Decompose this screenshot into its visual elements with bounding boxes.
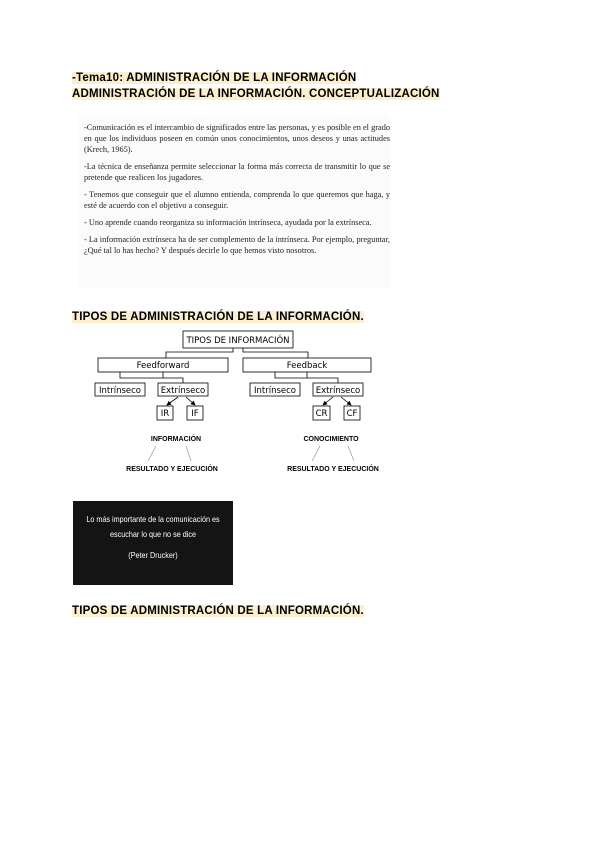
leaf-cr-label: CR <box>315 409 328 419</box>
left-intrinsic-label: Intrínseco <box>98 386 142 396</box>
knowledge-caption: CONOCIMIENTO <box>303 436 359 443</box>
arrow-cr <box>323 397 333 405</box>
connector-ff-children <box>120 372 183 383</box>
leaf-ir-label: IR <box>160 409 170 419</box>
knowledge-result: RESULTADO Y EJECUCIÓN <box>287 466 379 473</box>
right-extrinsic-label: Extrínseco <box>315 386 361 396</box>
information-result: RESULTADO Y EJECUCIÓN <box>126 466 218 473</box>
right-intrinsic-label: Intrínseco <box>253 386 297 396</box>
quote-author: (Peter Drucker) <box>128 550 178 560</box>
connector-fb-children <box>275 372 338 383</box>
arrow-cf <box>341 397 351 405</box>
paragraph-extrinsic-info: - La información extrínseca ha de ser complemento de la intrínseca. Por ejemplo, preguntar, ¿Qué tal lo has hecho? Y después decirle lo que hemos visto nosotros. <box>84 235 390 255</box>
arrow-ir <box>167 397 178 405</box>
root-label: TIPOS DE INFORMACIÓN <box>186 336 290 346</box>
document-title: -Tema10: ADMINISTRACIÓN DE LA INFORMACIÓN <box>72 72 357 84</box>
feedforward-label: Feedforward <box>136 361 190 371</box>
arrow-info-result-1 <box>148 446 156 461</box>
leaf-if-label: IF <box>191 409 199 419</box>
feedback-label: Feedback <box>286 361 328 371</box>
connector-root-right <box>243 348 308 358</box>
section-title-types-repeat: TIPOS DE ADMINISTRACIÓN DE LA INFORMACIÓN. <box>72 605 364 617</box>
quote-line-2: escuchar lo que no se dice <box>110 529 196 539</box>
quote-line-1: Lo más importante de la comunicación es <box>86 514 220 524</box>
document-subtitle: ADMINISTRACIÓN DE LA INFORMACIÓN. CONCEPTUALIZACIÓN <box>72 88 440 100</box>
information-types-diagram <box>86 328 386 478</box>
information-caption: INFORMACIÓN <box>150 436 202 443</box>
connector-root-left <box>166 348 233 358</box>
arrow-if <box>186 397 195 405</box>
arrow-know-result-2 <box>348 446 354 461</box>
paragraph-communication: -Comunicación es el intercambio de significados entre las personas, y es posible en el grado en que los individuos poseen en común unos conocimientos, unos deseos y unas actitudes (Krech, 1965). <box>84 123 390 154</box>
arrow-info-result-2 <box>186 446 191 461</box>
definition-text-box <box>78 116 390 288</box>
leaf-cf-label: CF <box>346 409 358 419</box>
section-title-types: TIPOS DE ADMINISTRACIÓN DE LA INFORMACIÓN. <box>72 311 364 323</box>
quote-card <box>73 501 233 585</box>
left-extrinsic-label: Extrínseco <box>160 386 206 396</box>
arrow-know-result-1 <box>312 446 320 461</box>
paragraph-learning: - Uno aprende cuando reorganiza su información intrínseca, ayudada por la extrínseca. <box>84 218 372 227</box>
paragraph-teaching-technique: -La técnica de enseñanza permite seleccionar la forma más correcta de transmitir lo que se pretende que realicen los jugadores. <box>84 162 390 182</box>
paragraph-student-understanding: - Tenemos que conseguir que el alumno entienda, comprenda lo que queremos que haga, y esté de acuerdo con el objetivo a conseguir. <box>84 190 390 210</box>
